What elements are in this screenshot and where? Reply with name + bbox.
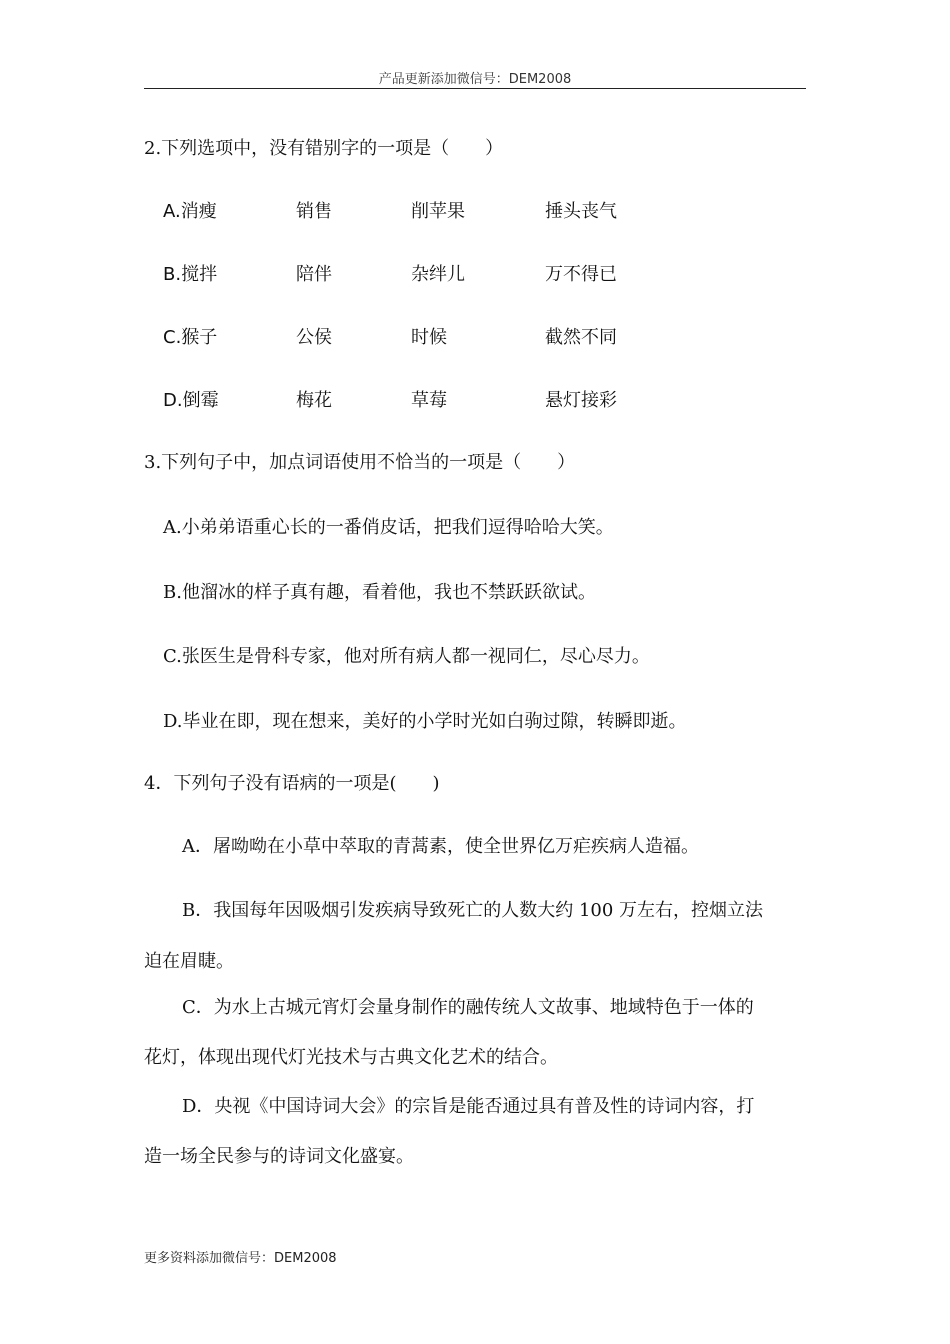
option-word: 削苹果 bbox=[411, 201, 465, 222]
option-word: 时候 bbox=[411, 327, 447, 348]
option-word: 消瘦 bbox=[180, 201, 217, 222]
question-4-option-c-line-1: C．为水上古城元宵灯会量身制作的融传统人文故事、地域特色于一体的 bbox=[182, 997, 754, 1018]
question-4-stem: 4．下列句子没有语病的一项是( ) bbox=[144, 773, 440, 794]
header-divider bbox=[144, 88, 806, 89]
question-4-option-d-line-2: 造一场全民参与的诗词文化盛宴。 bbox=[144, 1146, 414, 1167]
option-word: 公侯 bbox=[296, 327, 332, 348]
option-word: 万不得已 bbox=[545, 264, 617, 285]
option-label: A. bbox=[163, 201, 181, 222]
option-word: 销售 bbox=[296, 201, 332, 222]
page-header: 产品更新添加微信号：DEM2008 bbox=[378, 72, 572, 87]
question-2-stem: 2.下列选项中，没有错别字的一项是（ ） bbox=[144, 138, 504, 159]
question-4-option-b-line-2: 迫在眉睫。 bbox=[144, 951, 234, 972]
question-2-option-c bbox=[0, 326, 950, 350]
option-word: 陪伴 bbox=[296, 264, 332, 285]
question-4-option-a: A．屠呦呦在小草中萃取的青蒿素，使全世界亿万疟疾病人造福。 bbox=[182, 836, 699, 857]
question-4-option-b-line-1: B．我国每年因吸烟引发疾病导致死亡的人数大约 100 万左右，控烟立法 bbox=[182, 900, 764, 921]
option-label: B. bbox=[163, 264, 182, 285]
option-word: 草莓 bbox=[411, 390, 447, 411]
option-word: 梅花 bbox=[296, 390, 332, 411]
option-word: 截然不同 bbox=[545, 327, 617, 348]
option-label: D. bbox=[163, 390, 183, 411]
page-footer: 更多资料添加微信号：DEM2008 bbox=[144, 1251, 337, 1266]
question-3-stem: 3.下列句子中，加点词语使用不恰当的一项是（ ） bbox=[144, 452, 576, 473]
option-word: 倒霉 bbox=[182, 390, 219, 411]
option-word: 猴子 bbox=[181, 327, 218, 348]
question-2-option-d bbox=[0, 389, 950, 413]
question-3-option-a: A.小弟弟语重心长的一番俏皮话，把我们逗得哈哈大笑。 bbox=[163, 517, 614, 538]
question-3-option-c: C.张医生是骨科专家，他对所有病人都一视同仁，尽心尽力。 bbox=[163, 646, 650, 667]
option-label: C. bbox=[163, 327, 182, 348]
question-4-option-c-line-2: 花灯，体现出现代灯光技术与古典文化艺术的结合。 bbox=[144, 1047, 558, 1068]
question-2-option-a bbox=[0, 200, 950, 224]
option-word: 捶头丧气 bbox=[545, 201, 617, 222]
question-3-option-d: D.毕业在即，现在想来，美好的小学时光如白驹过隙，转瞬即逝。 bbox=[163, 711, 687, 732]
question-4-option-d-line-1: D．央视《中国诗词大会》的宗旨是能否通过具有普及性的诗词内容，打 bbox=[182, 1096, 755, 1117]
option-word: 杂绊儿 bbox=[411, 264, 465, 285]
option-word: 搅拌 bbox=[181, 264, 218, 285]
question-3-option-b: B.他溜冰的样子真有趣，看着他，我也不禁跃跃欲试。 bbox=[163, 582, 596, 603]
question-2-option-b bbox=[0, 263, 950, 287]
option-word: 悬灯接彩 bbox=[545, 390, 617, 411]
